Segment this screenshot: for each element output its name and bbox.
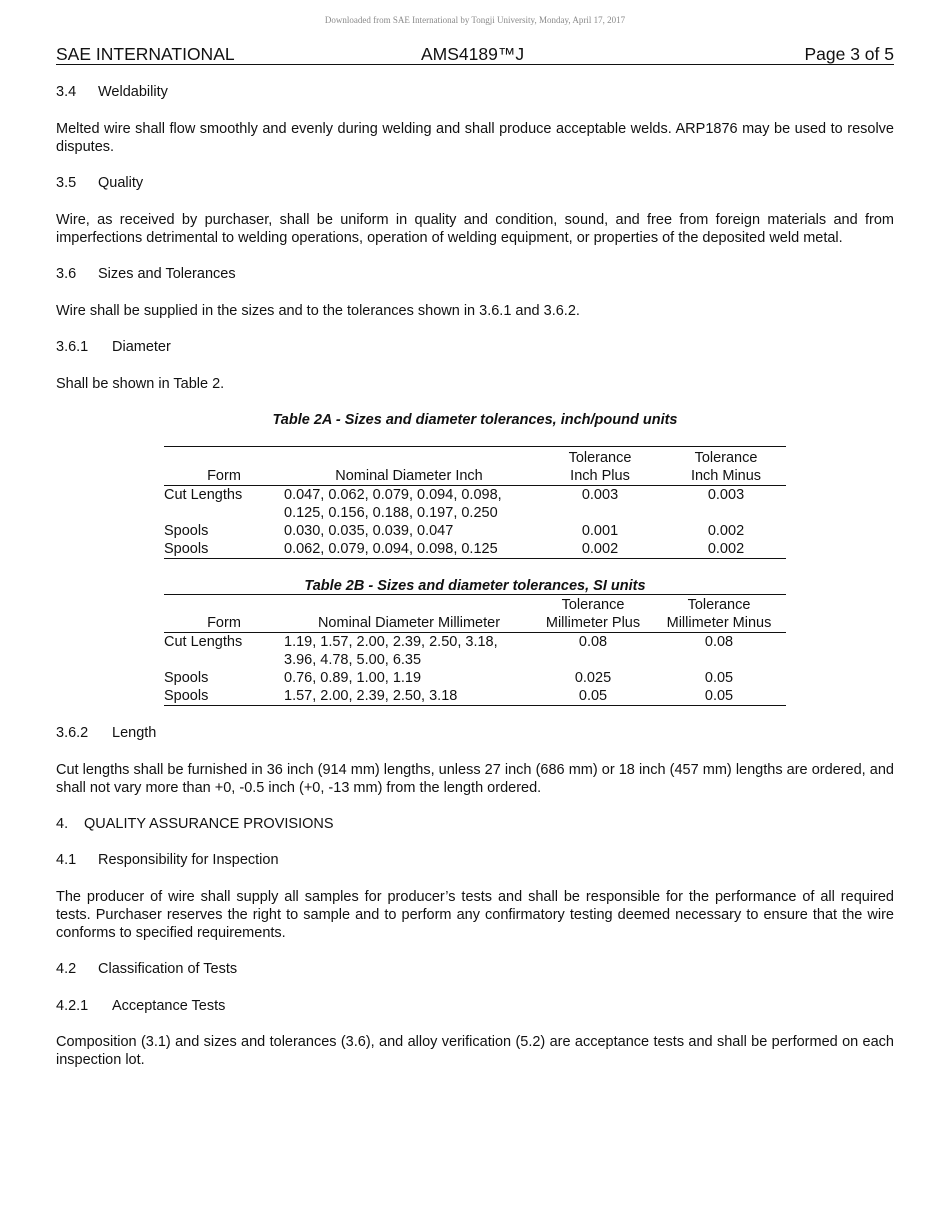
cell-nominal: 0.030, 0.035, 0.039, 0.047 <box>284 523 454 539</box>
table-row <box>164 687 786 706</box>
table-2b-caption: Table 2B - Sizes and diameter tolerances, SI units <box>304 578 646 594</box>
section-number: 3.6.1 <box>56 339 89 355</box>
cell-form: Spools <box>164 670 209 686</box>
section-title: Diameter <box>112 339 171 355</box>
col-header-nominal: Nominal Diameter Inch <box>284 447 534 486</box>
cell-tolerance-plus: 0.08 <box>578 634 608 650</box>
section-3-5-heading <box>56 174 894 192</box>
section-number: 4.2.1 <box>56 998 89 1014</box>
section-3-6-heading <box>56 265 894 283</box>
table-2a <box>164 446 786 559</box>
section-4-2-1-heading <box>56 997 894 1015</box>
cell-form: Cut Lengths <box>164 634 243 650</box>
section-3-6-2-heading <box>56 724 894 742</box>
col-header-tolerance-minus: Tolerance Inch Minus <box>666 447 786 486</box>
cell-nominal: 1.57, 2.00, 2.39, 2.50, 3.18 <box>284 687 534 706</box>
cell-form: Spools <box>164 540 284 559</box>
header-doc-id: AMS4189™J <box>421 44 525 64</box>
section-3-6-1-heading <box>56 338 894 356</box>
section-title: QUALITY ASSURANCE PROVISIONS <box>84 816 334 832</box>
section-4-2-1-text: Composition (3.1) and sizes and tolerances (3.6), and alloy verification (5.2) are acceptance tests and shall be performed on each inspection lot. <box>56 1034 894 1068</box>
download-watermark: Downloaded from SAE International by Tongji University, Monday, April 17, 2017 <box>324 15 626 25</box>
section-title: Classification of Tests <box>98 961 238 977</box>
section-number: 4.2 <box>56 961 77 977</box>
col-header-form: Form <box>164 596 284 633</box>
cell-tolerance-plus: 0.002 <box>534 540 666 559</box>
section-title: Length <box>112 725 157 741</box>
cell-tolerance-minus: 0.002 <box>707 523 745 539</box>
section-title: Acceptance Tests <box>112 998 226 1014</box>
section-3-6-2-text: Cut lengths shall be furnished in 36 inch (914 mm) lengths, unless 27 inch (686 mm) or 18 inch (457 mm) lengths are ordered, and shall not vary more than +0, -0.5 inch (+0, -13 mm) from the length ordered. <box>56 762 894 796</box>
section-title: Weldability <box>98 84 168 100</box>
table-header-row <box>164 447 786 486</box>
table-row <box>164 633 786 670</box>
section-title: Responsibility for Inspection <box>98 852 279 868</box>
section-number: 3.6 <box>56 266 77 282</box>
cell-tolerance-minus: 0.003 <box>707 487 745 503</box>
section-title: Sizes and Tolerances <box>98 266 236 282</box>
cell-tolerance-plus: 0.001 <box>581 523 619 539</box>
table-row <box>164 669 786 687</box>
cell-tolerance-minus: 0.05 <box>652 687 786 706</box>
col-header-tolerance-plus: Tolerance Millimeter Plus <box>534 596 652 633</box>
col-header-form: Form <box>164 447 284 486</box>
cell-tolerance-minus: 0.05 <box>704 670 734 686</box>
cell-form: Spools <box>164 523 209 539</box>
table-2a-caption: Table 2A - Sizes and diameter tolerances, inch/pound units <box>272 412 678 428</box>
section-3-4-heading <box>56 83 894 101</box>
cell-nominal: 0.76, 0.89, 1.00, 1.19 <box>284 670 422 686</box>
header-org: SAE INTERNATIONAL <box>56 44 235 64</box>
section-4-1-heading <box>56 851 894 869</box>
cell-tolerance-plus: 0.003 <box>581 487 619 503</box>
cell-tolerance-minus: 0.08 <box>704 634 734 650</box>
page-header <box>56 44 894 65</box>
section-number: 3.6.2 <box>56 725 89 741</box>
cell-nominal: 0.062, 0.079, 0.094, 0.098, 0.125 <box>284 540 534 559</box>
cell-tolerance-minus: 0.002 <box>666 540 786 559</box>
table-2b-top-rule <box>164 594 786 595</box>
col-header-nominal: Nominal Diameter Millimeter <box>284 596 534 633</box>
cell-form: Cut Lengths <box>164 487 243 503</box>
section-number: 4. <box>56 816 69 832</box>
cell-form: Spools <box>164 687 284 706</box>
table-row <box>164 540 786 559</box>
section-4-heading <box>56 815 894 833</box>
col-header-tolerance-plus: Tolerance Inch Plus <box>534 447 666 486</box>
cell-tolerance-plus: 0.05 <box>534 687 652 706</box>
table-row <box>164 486 786 523</box>
col-header-tolerance-minus: Tolerance Millimeter Minus <box>652 596 786 633</box>
table-2b <box>164 596 786 706</box>
section-3-6-text: Wire shall be supplied in the sizes and to the tolerances shown in 3.6.1 and 3.6.2. <box>56 303 580 319</box>
header-page-number: Page 3 of 5 <box>804 44 894 64</box>
table-row <box>164 522 786 540</box>
section-number: 3.5 <box>56 175 77 191</box>
cell-nominal: 1.19, 1.57, 2.00, 2.39, 2.50, 3.18, 3.96, 4.78, 5.00, 6.35 <box>284 634 498 668</box>
cell-nominal: 0.047, 0.062, 0.079, 0.094, 0.098, 0.125, 0.156, 0.188, 0.197, 0.250 <box>284 487 502 521</box>
table-header-row <box>164 596 786 633</box>
cell-tolerance-plus: 0.025 <box>574 670 612 686</box>
section-3-4-text: Melted wire shall flow smoothly and evenly during welding and shall produce acceptable welds. ARP1876 may be used to resolve disputes. <box>56 121 894 155</box>
section-3-6-1-text: Shall be shown in Table 2. <box>56 376 225 392</box>
section-4-2-heading <box>56 960 894 978</box>
section-4-1-text: The producer of wire shall supply all samples for producer’s tests and shall be responsible for the performance of all required tests. Purchaser reserves the right to sample and to perform any confirmatory testing deemed necessary to ensure that the wire conforms to specified requirements. <box>56 889 894 941</box>
section-title: Quality <box>98 175 144 191</box>
section-number: 4.1 <box>56 852 77 868</box>
section-3-5-text: Wire, as received by purchaser, shall be uniform in quality and condition, sound, and free from foreign materials and from imperfections detrimental to welding operations, operation of welding equipment, or properties of the deposited weld metal. <box>56 212 894 246</box>
section-number: 3.4 <box>56 84 77 100</box>
